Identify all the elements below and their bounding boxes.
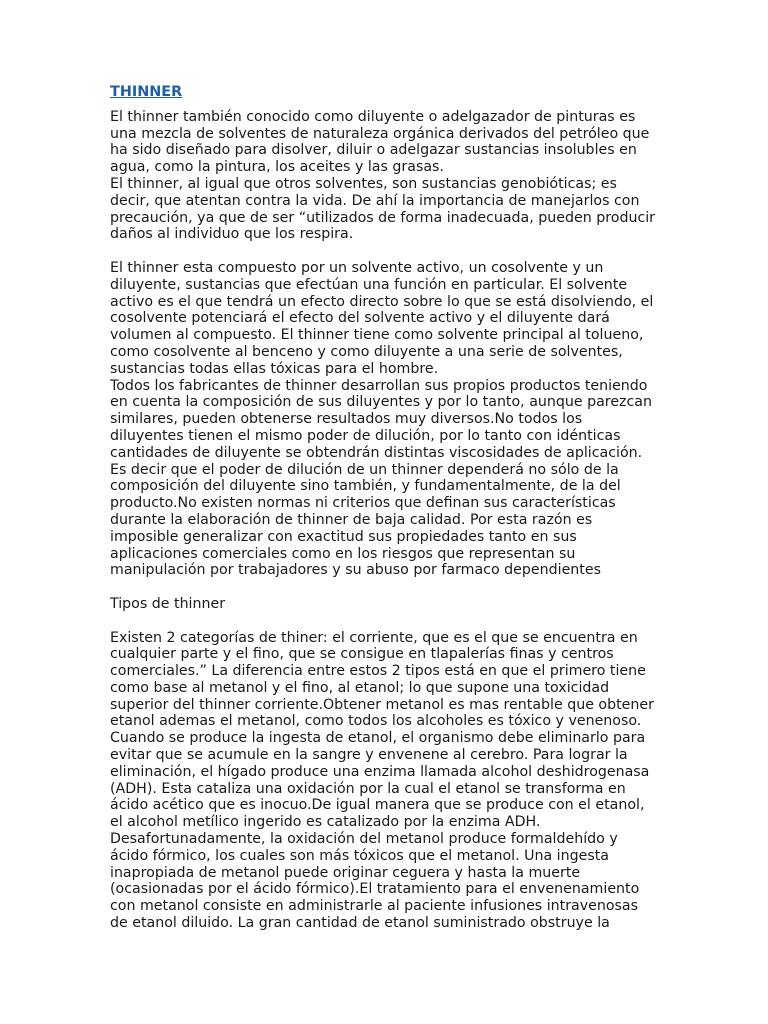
text-line: ha sido diseñado para disolver, diluir o adelgazar sustancias insolubles en bbox=[110, 142, 637, 159]
text-line: durante la elaboración de thinner de baja calidad. Por esta razón es bbox=[110, 511, 593, 528]
paragraph-spacer bbox=[110, 613, 668, 630]
text-line: Existen 2 categorías de thiner: el corriente, que es el que se encuentra en bbox=[110, 629, 638, 646]
text-line: Cuando se produce la ingesta de etanol, el organismo debe eliminarlo para bbox=[110, 730, 646, 747]
paragraph bbox=[110, 596, 668, 613]
paragraph bbox=[110, 109, 668, 243]
text-line: de etanol diluido. La gran cantidad de etanol suministrado obstruye la bbox=[110, 915, 610, 932]
text-line: precaución, ya que de ser “utilizados de forma inadecuada, pueden producir bbox=[110, 209, 656, 226]
paragraph-spacer bbox=[110, 579, 668, 596]
text-line: producto.No existen normas ni criterios que definan sus características bbox=[110, 495, 616, 512]
text-line: diluyentes tienen el mismo poder de dilución, por lo tanto con idénticas bbox=[110, 427, 621, 444]
text-line: manipulación por trabajadores y su abuso por farmaco dependientes bbox=[110, 562, 601, 579]
text-line: una mezcla de solventes de naturaleza orgánica derivados del petróleo que bbox=[110, 125, 650, 142]
text-line: el alcohol metílico ingerido es catalizado por la enzima ADH. bbox=[110, 814, 541, 831]
text-line: evitar que se acumule en la sangre y envenene al cerebro. Para lograr la bbox=[110, 747, 628, 764]
text-line: eliminación, el hígado produce una enzima llamada alcohol deshidrogenasa bbox=[110, 763, 650, 780]
text-line: El thinner, al igual que otros solventes, son sustancias genobióticas; es bbox=[110, 175, 617, 192]
text-line: activo es el que tendrá un efecto directo sobre lo que se está disolviendo, el bbox=[110, 293, 654, 310]
document-title: THINNER bbox=[110, 84, 183, 100]
text-line: cosolvente potenciará el efecto del solvente activo y el diluyente dará bbox=[110, 310, 610, 327]
text-line: Todos los fabricantes de thinner desarrollan sus propios productos teniendo bbox=[110, 377, 648, 394]
text-line: Desafortunadamente, la oxidación del metanol produce formaldehído y bbox=[110, 831, 618, 848]
text-line: (ADH). Esta cataliza una oxidación por la cual el etanol se transforma en bbox=[110, 780, 626, 797]
text-line: El thinner también conocido como diluyente o adelgazador de pinturas es bbox=[110, 108, 636, 125]
text-line: cantidades de diluyente se obtendrán distintas viscosidades de aplicación. bbox=[110, 444, 643, 461]
text-line: como base al metanol y el fino, al etanol; lo que supone una toxicidad bbox=[110, 679, 610, 696]
text-line: ácido acético que es inocuo.De igual manera que se produce con el etanol, bbox=[110, 797, 645, 814]
text-line: Tipos de thinner bbox=[110, 595, 226, 612]
text-line: decir, que atentan contra la vida. De ahí la importancia de manejarlos con bbox=[110, 192, 640, 209]
text-line: similares, pueden obtenerse resultados muy diversos.No todos los bbox=[110, 411, 583, 428]
text-line: diluyente, sustancias que efectúan una función en particular. El solvente bbox=[110, 276, 628, 293]
text-line: etanol ademas el metanol, como todos los alcoholes es tóxico y venenoso. bbox=[110, 713, 642, 730]
text-line: sustancias todas ellas tóxicas para el hombre. bbox=[110, 360, 439, 377]
text-line: volumen al compuesto. El thinner tiene como solvente principal al tolueno, bbox=[110, 327, 644, 344]
text-line: imposible generalizar con exactitud sus propiedades tanto en sus bbox=[110, 528, 577, 545]
paragraph-spacer bbox=[110, 243, 668, 260]
paragraph bbox=[110, 630, 668, 932]
document-body bbox=[110, 109, 668, 932]
text-line: (ocasionadas por el ácido fórmico).El tratamiento para el envenenamiento bbox=[110, 881, 640, 898]
text-line: inapropiada de metanol puede originar ceguera y hasta la muerte bbox=[110, 864, 581, 881]
text-line: agua, como la pintura, los aceites y las grasas. bbox=[110, 159, 444, 176]
text-line: con metanol consiste en administrarle al paciente infusiones intravenosas bbox=[110, 898, 638, 915]
text-line: en cuenta la composición de sus diluyentes y por lo tanto, aunque parezcan bbox=[110, 394, 652, 411]
text-line: composición del diluyente sino también, y fundamentalmente, de la del bbox=[110, 478, 621, 495]
text-line: comerciales.” La diferencia entre estos 2 tipos está en que el primero tiene bbox=[110, 663, 646, 680]
text-line: daños al individuo que los respira. bbox=[110, 226, 354, 243]
text-line: ácido fórmico, los cuales son más tóxicos que el metanol. Una ingesta bbox=[110, 847, 610, 864]
text-line: aplicaciones comerciales como en los riesgos que representan su bbox=[110, 545, 576, 562]
paragraph bbox=[110, 260, 668, 579]
text-line: El thinner esta compuesto por un solvente activo, un cosolvente y un bbox=[110, 259, 604, 276]
text-line: cualquier parte y el fino, que se consigue en tlapalerías finas y centros bbox=[110, 646, 614, 663]
text-line: superior del thinner corriente.Obtener metanol es mas rentable que obtener bbox=[110, 696, 654, 713]
text-line: como cosolvente al benceno y como diluyente a una serie de solventes, bbox=[110, 343, 623, 360]
text-line: Es decir que el poder de dilución de un thinner dependerá no sólo de la bbox=[110, 461, 619, 478]
